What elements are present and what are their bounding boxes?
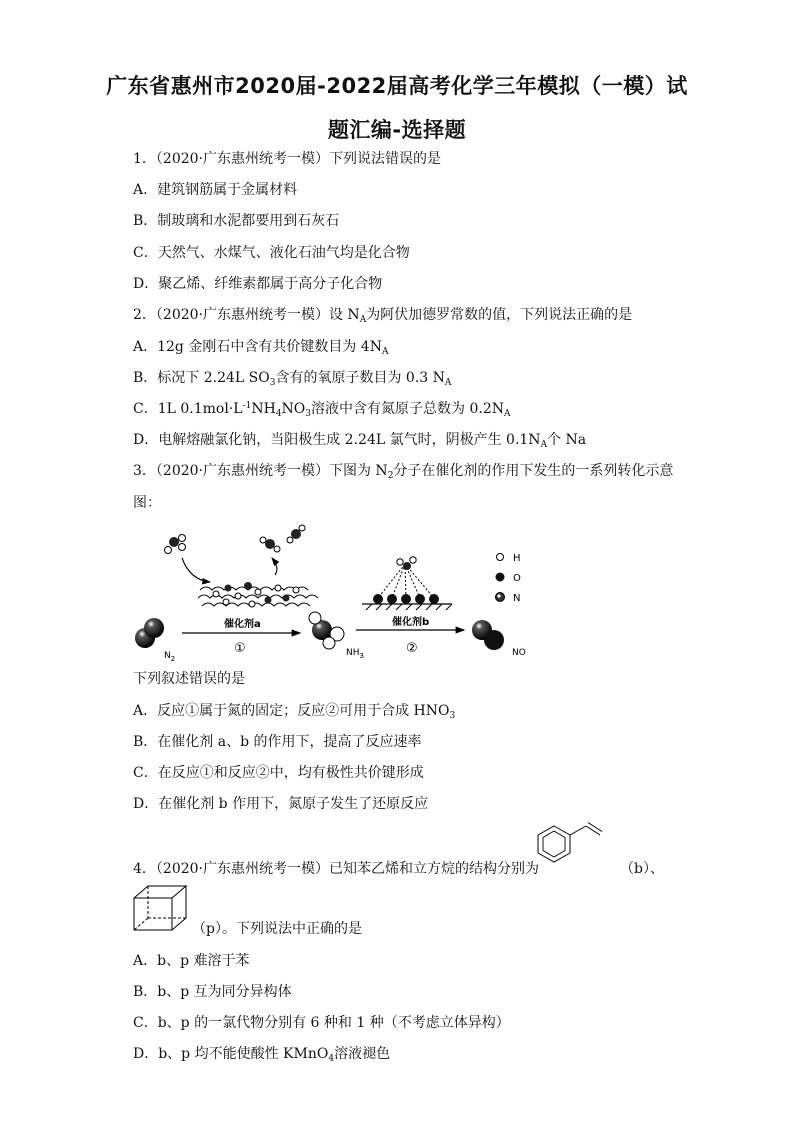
q4-d-sub: 4 — [328, 1054, 335, 1064]
desorb-arrow — [272, 558, 277, 575]
q2-option-b — [133, 369, 451, 387]
q2-b-sub2: A — [444, 378, 452, 388]
step2-label: ② — [406, 641, 418, 656]
q2-b-text: B．标况下 2.24L SO — [133, 370, 270, 386]
molecule-top-left — [165, 535, 186, 554]
nh3-label: $NH_3$ — [346, 648, 364, 660]
q2-option-c — [133, 400, 510, 418]
adsorb-arrow — [182, 558, 210, 582]
q3-a-sub: 3 — [449, 711, 456, 721]
q3-option-b: B．在催化剂 a、b 的作用下，提高了反应速率 — [133, 734, 422, 750]
q1-option-d: D．聚乙烯、纤维素都属于高分子化合物 — [133, 276, 383, 292]
q2-c-text-4: 溶液中含有氮原子总数为 0.2N — [311, 401, 504, 417]
q2-c-text-2: NH — [251, 401, 276, 417]
q3-prompt: 下列叙述错误的是 — [133, 671, 245, 687]
q2-option-d — [133, 431, 586, 449]
molecule-top-right — [260, 525, 305, 552]
q4-option-b: B．b、p 互为同分异构体 — [133, 984, 292, 1000]
n2-conversion-diagram — [130, 520, 550, 662]
q2-d-text: D．电解熔融氯化钠，当阳极生成 2.24L 氯气时，阴极产生 0.1N — [133, 432, 541, 448]
q2-c-sup: -1 — [242, 401, 252, 411]
q4-d-text-2: 溶液褪色 — [334, 1046, 391, 1062]
no-molecule — [472, 620, 504, 650]
legend-h: H — [513, 553, 521, 564]
legend-o-icon — [496, 573, 505, 582]
q2-d-sub: A — [540, 440, 548, 450]
page-title-line2: 题汇编-选择题 — [327, 118, 467, 142]
legend-o: O — [513, 573, 521, 584]
q2-option-a — [133, 338, 388, 356]
q3-option-d: D．在催化剂 b 作用下，氮原子发生了还原反应 — [133, 796, 429, 812]
q2-a-text: A．12g 金刚石中含有共价键数目为 4N — [133, 339, 382, 355]
q2-stem — [133, 306, 632, 324]
q2-c-sub2: 3 — [305, 409, 312, 419]
q2-stem-text-2: 为阿伏加德罗常数的值，下列说法正确的是 — [366, 307, 633, 323]
q2-c-sub1: 4 — [275, 409, 282, 419]
nh3-molecule — [309, 612, 344, 649]
q3-stem-text: 3．（2020·广东惠州统考一模）下图为 N — [133, 463, 388, 479]
catalyst-a-label: 催化剂a — [224, 619, 261, 630]
styrene-structure — [534, 822, 614, 872]
q4-option-a: A．b、p 难溶于苯 — [133, 953, 250, 969]
n2-label: $N_2$ — [164, 651, 176, 662]
q2-d-text-2: 个 Na — [547, 432, 587, 448]
q1-option-a: A．建筑钢筋属于金属材料 — [133, 182, 298, 198]
page-title-line1: 广东省惠州市2020届-2022届高考化学三年模拟（一模）试 — [106, 74, 688, 98]
q2-a-sub: A — [381, 347, 389, 357]
catalyst-b-label: 催化剂b — [392, 617, 430, 628]
legend — [496, 553, 522, 604]
q2-stem-text: 2．（2020·广东惠州统考一模）设 N — [133, 307, 360, 323]
q2-c-text: C．1L 0.1mol·L — [133, 401, 243, 417]
q1-option-c: C．天然气、水煤气、液化石油气均是化合物 — [133, 245, 410, 261]
q4-option-c: C．b、p 的一氯代物分别有 6 种和 1 种（不考虑立体异构） — [133, 1015, 510, 1031]
q3-option-c: C．在反应①和反应②中，均有极性共价键形成 — [133, 765, 424, 781]
q4-option-d — [133, 1045, 390, 1063]
catalyst-b-surface — [362, 557, 452, 610]
n2-molecule — [135, 618, 164, 648]
legend-h-icon — [497, 554, 504, 561]
step1-label: ① — [234, 641, 246, 656]
q4-label-b: （b）、 — [620, 861, 664, 877]
q2-c-sub3: A — [503, 409, 511, 419]
q3-stem-cont: 图： — [133, 495, 161, 511]
q2-b-text-2: 含有的氧原子数目为 0.3 N — [275, 370, 445, 386]
q3-a-text: A．反应①属于氮的固定；反应②可用于合成 HNO — [133, 703, 450, 719]
q3-stem-text-2: 分子在催化剂的作用下发生的一系列转化示意 — [393, 463, 674, 479]
q4-stem-cont: （p）。下列说法中正确的是 — [192, 921, 362, 937]
q4-stem: 4．（2020·广东惠州统考一模）已知苯乙烯和立方烷的结构分别为 — [133, 861, 539, 877]
q3-option-a — [133, 702, 455, 720]
legend-n: N — [513, 593, 521, 604]
q1-option-b: B．制玻璃和水泥都要用到石灰石 — [133, 213, 340, 229]
q3-stem-sub: 2 — [387, 471, 394, 481]
q4-d-text: D．b、p 均不能使酸性 KMnO — [133, 1046, 329, 1062]
q1-stem: 1．（2020·广东惠州统考一模）下列说法错误的是 — [133, 151, 441, 167]
q2-c-text-3: NO — [281, 401, 306, 417]
q2-b-sub1: 3 — [269, 378, 276, 388]
cubane-structure — [132, 884, 192, 934]
catalyst-a-surface — [198, 582, 318, 607]
no-label: NO — [512, 648, 526, 658]
q3-stem — [133, 462, 673, 480]
q2-stem-sub: A — [359, 315, 367, 325]
